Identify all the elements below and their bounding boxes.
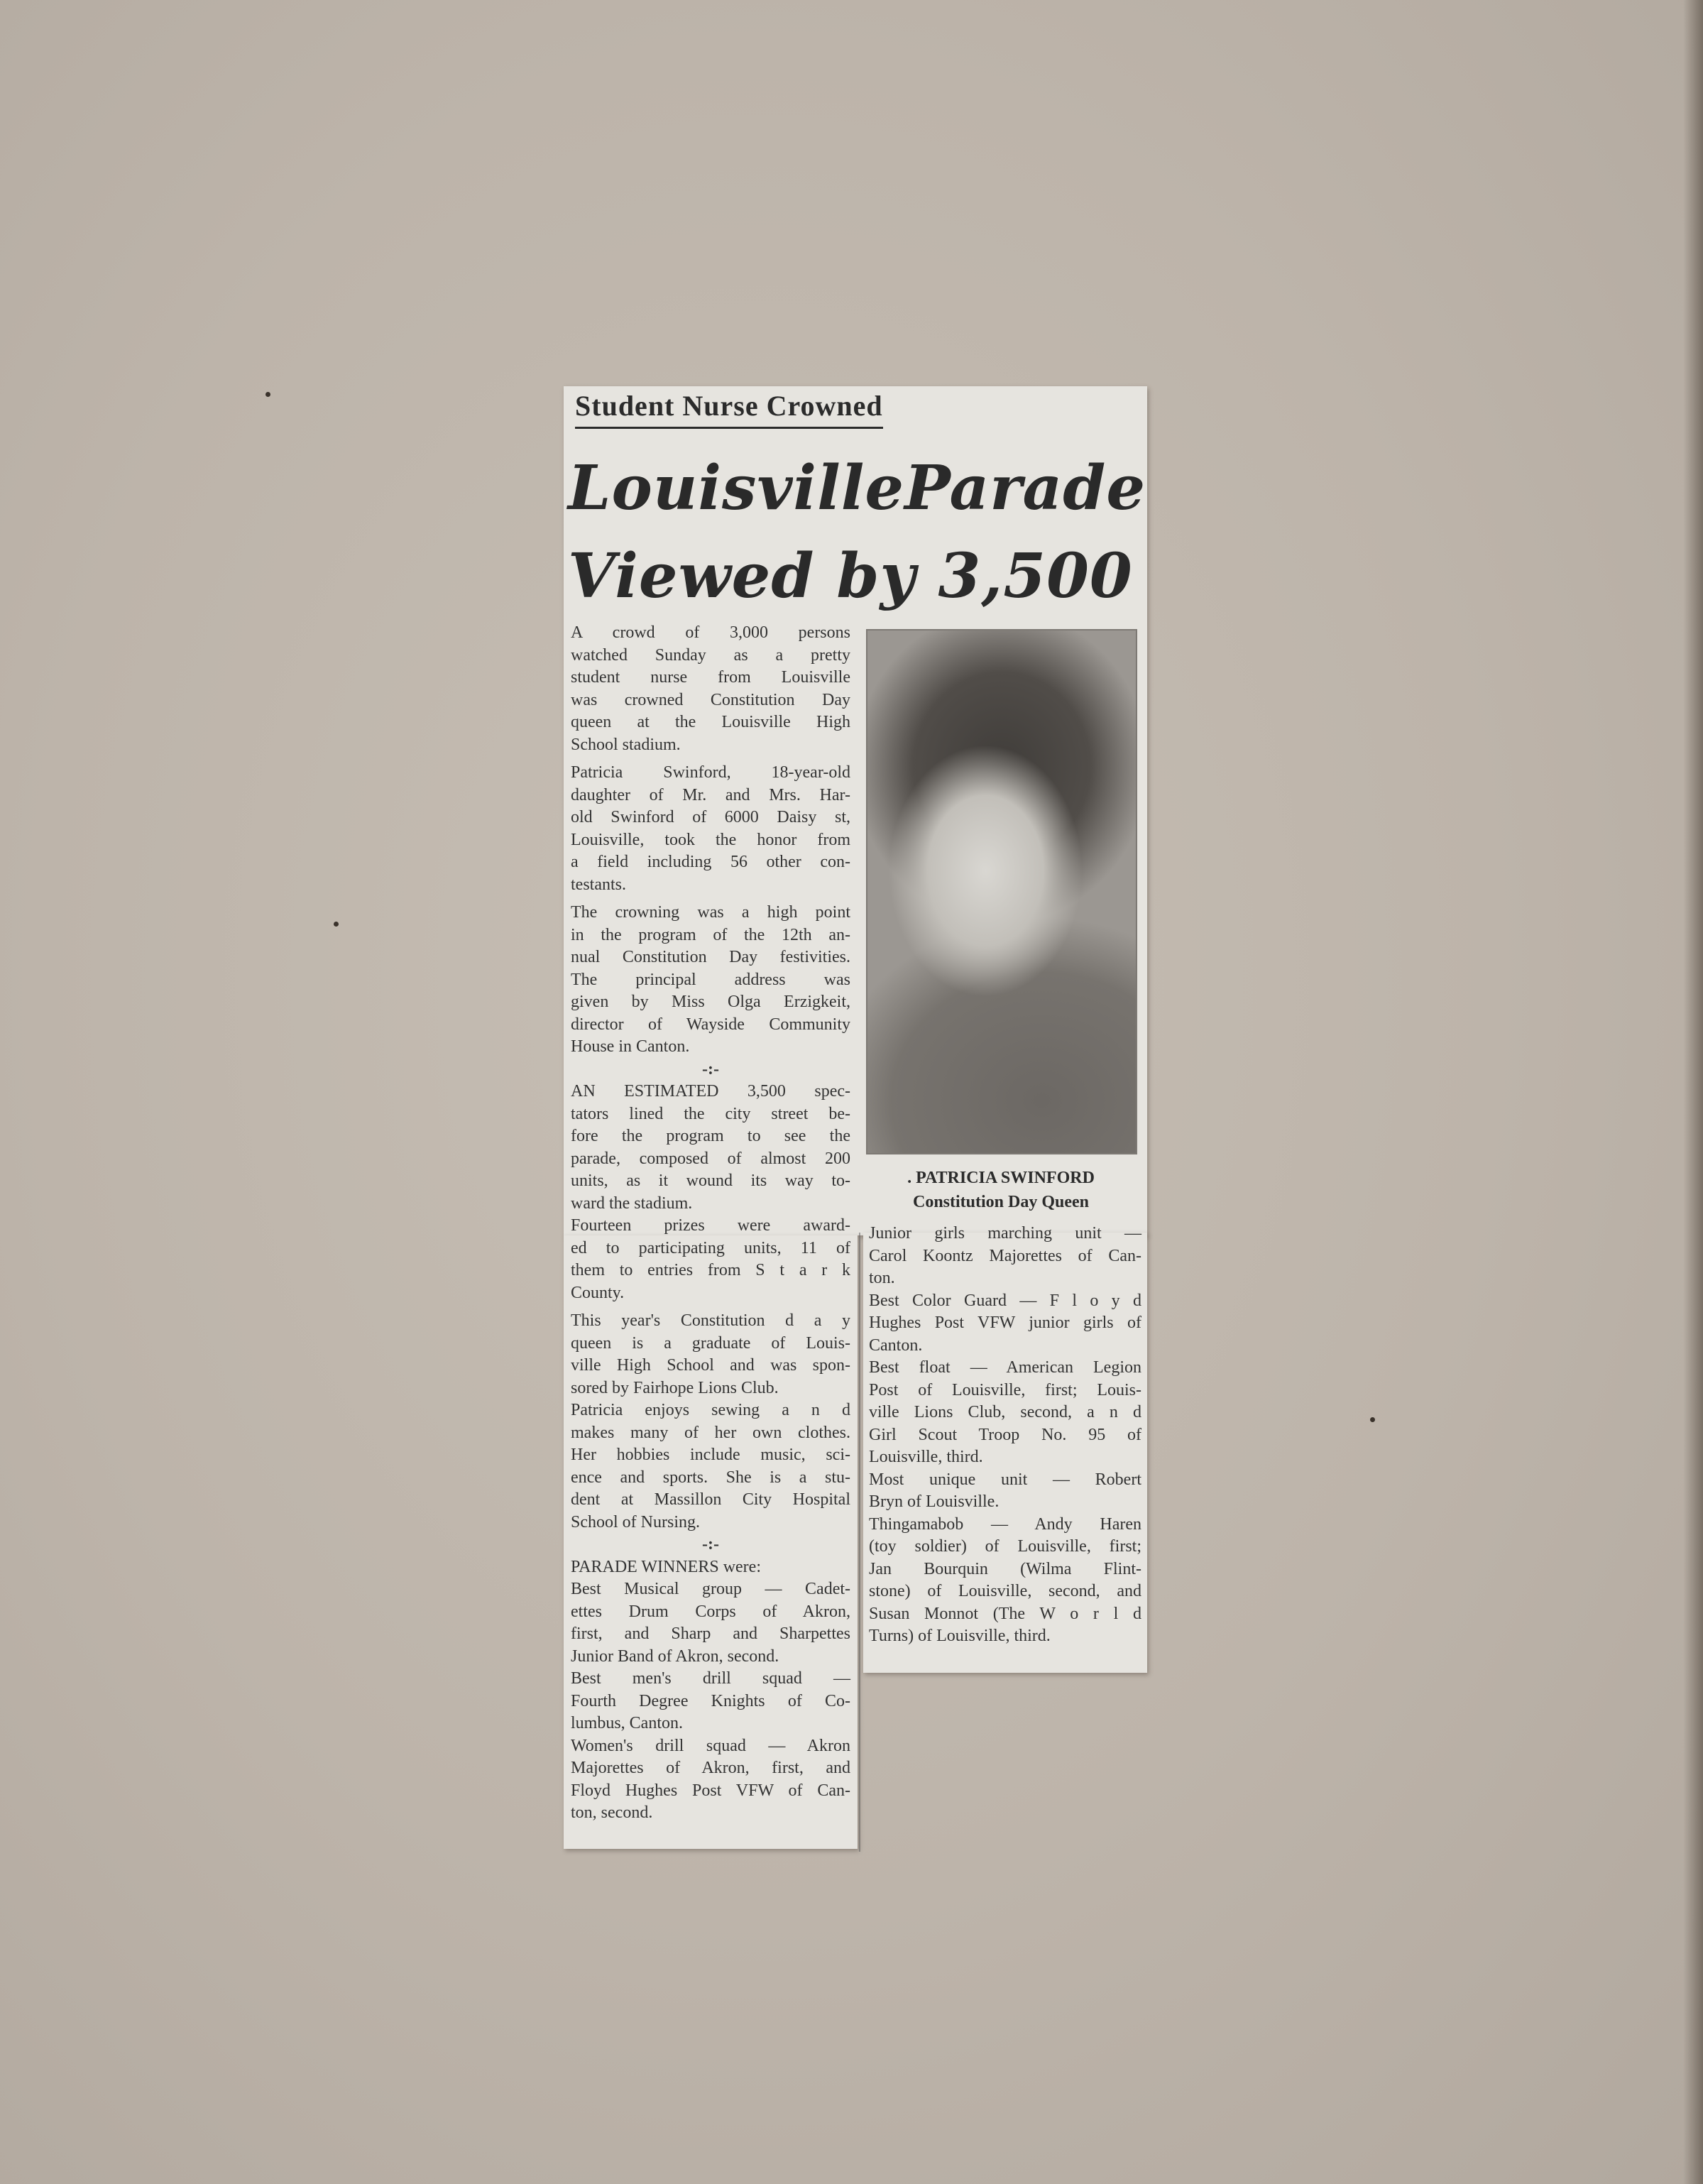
article-text-line: ence and sports. She is a stu- [571, 1468, 850, 1487]
article-text-line: tators lined the city street be- [571, 1104, 850, 1123]
article-text-line: This year's Constitution d a y [571, 1311, 850, 1330]
article-text-line: AN ESTIMATED 3,500 spec- [571, 1082, 850, 1101]
article-text-line: Best float — American Legion [869, 1358, 1141, 1377]
article-text-line: ville Lions Club, second, a n d [869, 1403, 1141, 1421]
article-text-line: Her hobbies include music, sci- [571, 1446, 850, 1464]
article-text-line: House in Canton. [571, 1037, 690, 1056]
article-text-line: School of Nursing. [571, 1512, 700, 1531]
article-text-line: director of Wayside Community [571, 1015, 850, 1034]
article-text-line: makes many of her own clothes. [571, 1423, 850, 1442]
article-text-line: dent at Massillon City Hospital [571, 1490, 850, 1509]
paragraph-gap [571, 756, 850, 762]
article-text-line: ettes Drum Corps of Akron, [571, 1602, 850, 1621]
caption-name: . PATRICIA SWINFORD [907, 1169, 1095, 1187]
article-text-line: Post of Louisville, first; Louis- [869, 1380, 1141, 1399]
article-text-line: a field including 56 other con- [571, 853, 850, 871]
article-text-line: old Swinford of 6000 Daisy st, [571, 808, 850, 826]
article-text-line: Junior Band of Akron, second. [571, 1647, 779, 1666]
article-text-line: Louisville, took the honor from [571, 830, 850, 849]
article-text-line: ton, second. [571, 1803, 653, 1822]
article-text-line: fore the program to see the [571, 1127, 850, 1145]
article-text-line: Jan Bourquin (Wilma Flint- [869, 1559, 1141, 1578]
article-text-line: queen at the Louisville High [571, 713, 850, 731]
article-column-left [571, 622, 850, 1825]
article-text-line: County. [571, 1283, 625, 1302]
section-separator: -:- [702, 1535, 719, 1554]
column-divider [859, 1233, 860, 1852]
paper-speck [334, 922, 339, 927]
article-text-line: units, as it wound its way to- [571, 1172, 850, 1190]
article-text-line: student nurse from Louisville [571, 668, 850, 687]
article-text-line: Patricia Swinford, 18-year-old [571, 763, 850, 782]
article-text-line: Bryn of Louisville. [869, 1492, 1000, 1511]
article-column-right [869, 1223, 1141, 1648]
article-text-line: testants. [571, 875, 626, 894]
headline-line-1: LouisvilleParade [568, 452, 1146, 524]
article-text-line: given by Miss Olga Erzigkeit, [571, 993, 850, 1011]
article-text-line: PARADE WINNERS were: [571, 1557, 761, 1576]
article-text-line: ville High School and was spon- [571, 1356, 850, 1375]
paragraph-gap [571, 1304, 850, 1310]
article-text-line: Best Musical group — Cadet- [571, 1580, 850, 1598]
article-text-line: Girl Scout Troop No. 95 of [869, 1425, 1141, 1444]
article-text-line: ward the stadium. [571, 1194, 693, 1213]
article-text-line: in the program of the 12th an- [571, 925, 850, 944]
article-text-line: Majorettes of Akron, first, and [571, 1759, 850, 1777]
article-text-line: A crowd of 3,000 persons [571, 623, 850, 642]
caption-title: Constitution Day Queen [912, 1193, 1090, 1211]
article-text-line: The crowning was a high point [571, 903, 850, 922]
article-text-line: ed to participating units, 11 of [571, 1238, 850, 1257]
photo-caption [873, 1166, 1129, 1214]
kicker-headline: Student Nurse Crowned [575, 389, 883, 429]
article-text-line: first, and Sharp and Sharpettes [571, 1625, 850, 1643]
article-text-line: The principal address was [571, 970, 850, 989]
article-text-line: Most unique unit — Robert [869, 1470, 1141, 1489]
article-text-line: queen is a graduate of Louis- [571, 1333, 850, 1353]
article-text-line: Susan Monnot (The W o r l d [869, 1604, 1141, 1623]
article-text-line: Carol Koontz Majorettes of Can- [869, 1246, 1141, 1265]
article-text-line: nual Constitution Day festivities. [571, 948, 850, 966]
article-text-line: Best Color Guard — F l o y d [869, 1291, 1141, 1310]
article-text-line: Hughes Post VFW junior girls of [869, 1314, 1141, 1332]
article-text-line: ton. [869, 1269, 895, 1287]
article-text-line: Louisville, third. [869, 1448, 983, 1466]
article-text-line: Best men's drill squad — [571, 1669, 850, 1688]
paper-speck [1370, 1417, 1375, 1422]
article-text-line: daughter of Mr. and Mrs. Har- [571, 785, 850, 804]
article-text-line: lumbus, Canton. [571, 1714, 684, 1732]
paragraph-gap [571, 896, 850, 902]
article-text-line: Fourth Degree Knights of Co- [571, 1691, 850, 1710]
article-text-line: sored by Fairhope Lions Club. [571, 1378, 779, 1397]
article-text-line: watched Sunday as a pretty [571, 645, 850, 665]
portrait-photo [866, 629, 1137, 1154]
paper-speck [265, 392, 270, 397]
article-text-line: School stadium. [571, 735, 681, 754]
headline-line-2: Viewed by 3,500 [568, 540, 1133, 612]
article-text-line: Fourteen prizes were award- [571, 1216, 850, 1235]
page-edge-shadow [1683, 0, 1703, 2184]
article-text-line: (toy soldier) of Louisville, first; [869, 1537, 1141, 1556]
article-text-line: was crowned Constitution Day [571, 690, 850, 709]
article-text-line: them to entries from S t a r k [571, 1261, 850, 1279]
article-text-line: Patricia enjoys sewing a n d [571, 1401, 850, 1419]
article-text-line: Women's drill squad — Akron [571, 1736, 850, 1755]
article-text-line: Thingamabob — Andy Haren [869, 1514, 1141, 1534]
article-text-line: Canton. [869, 1336, 923, 1355]
article-text-line: Junior girls marching unit — [869, 1224, 1141, 1243]
main-headline [568, 444, 1150, 621]
article-text-line: parade, composed of almost 200 [571, 1149, 850, 1168]
article-text-line: Floyd Hughes Post VFW of Can- [571, 1781, 850, 1800]
article-text-line: stone) of Louisville, second, and [869, 1582, 1141, 1600]
article-text-line: Turns) of Louisville, third. [869, 1627, 1051, 1645]
section-separator: -:- [702, 1059, 719, 1079]
